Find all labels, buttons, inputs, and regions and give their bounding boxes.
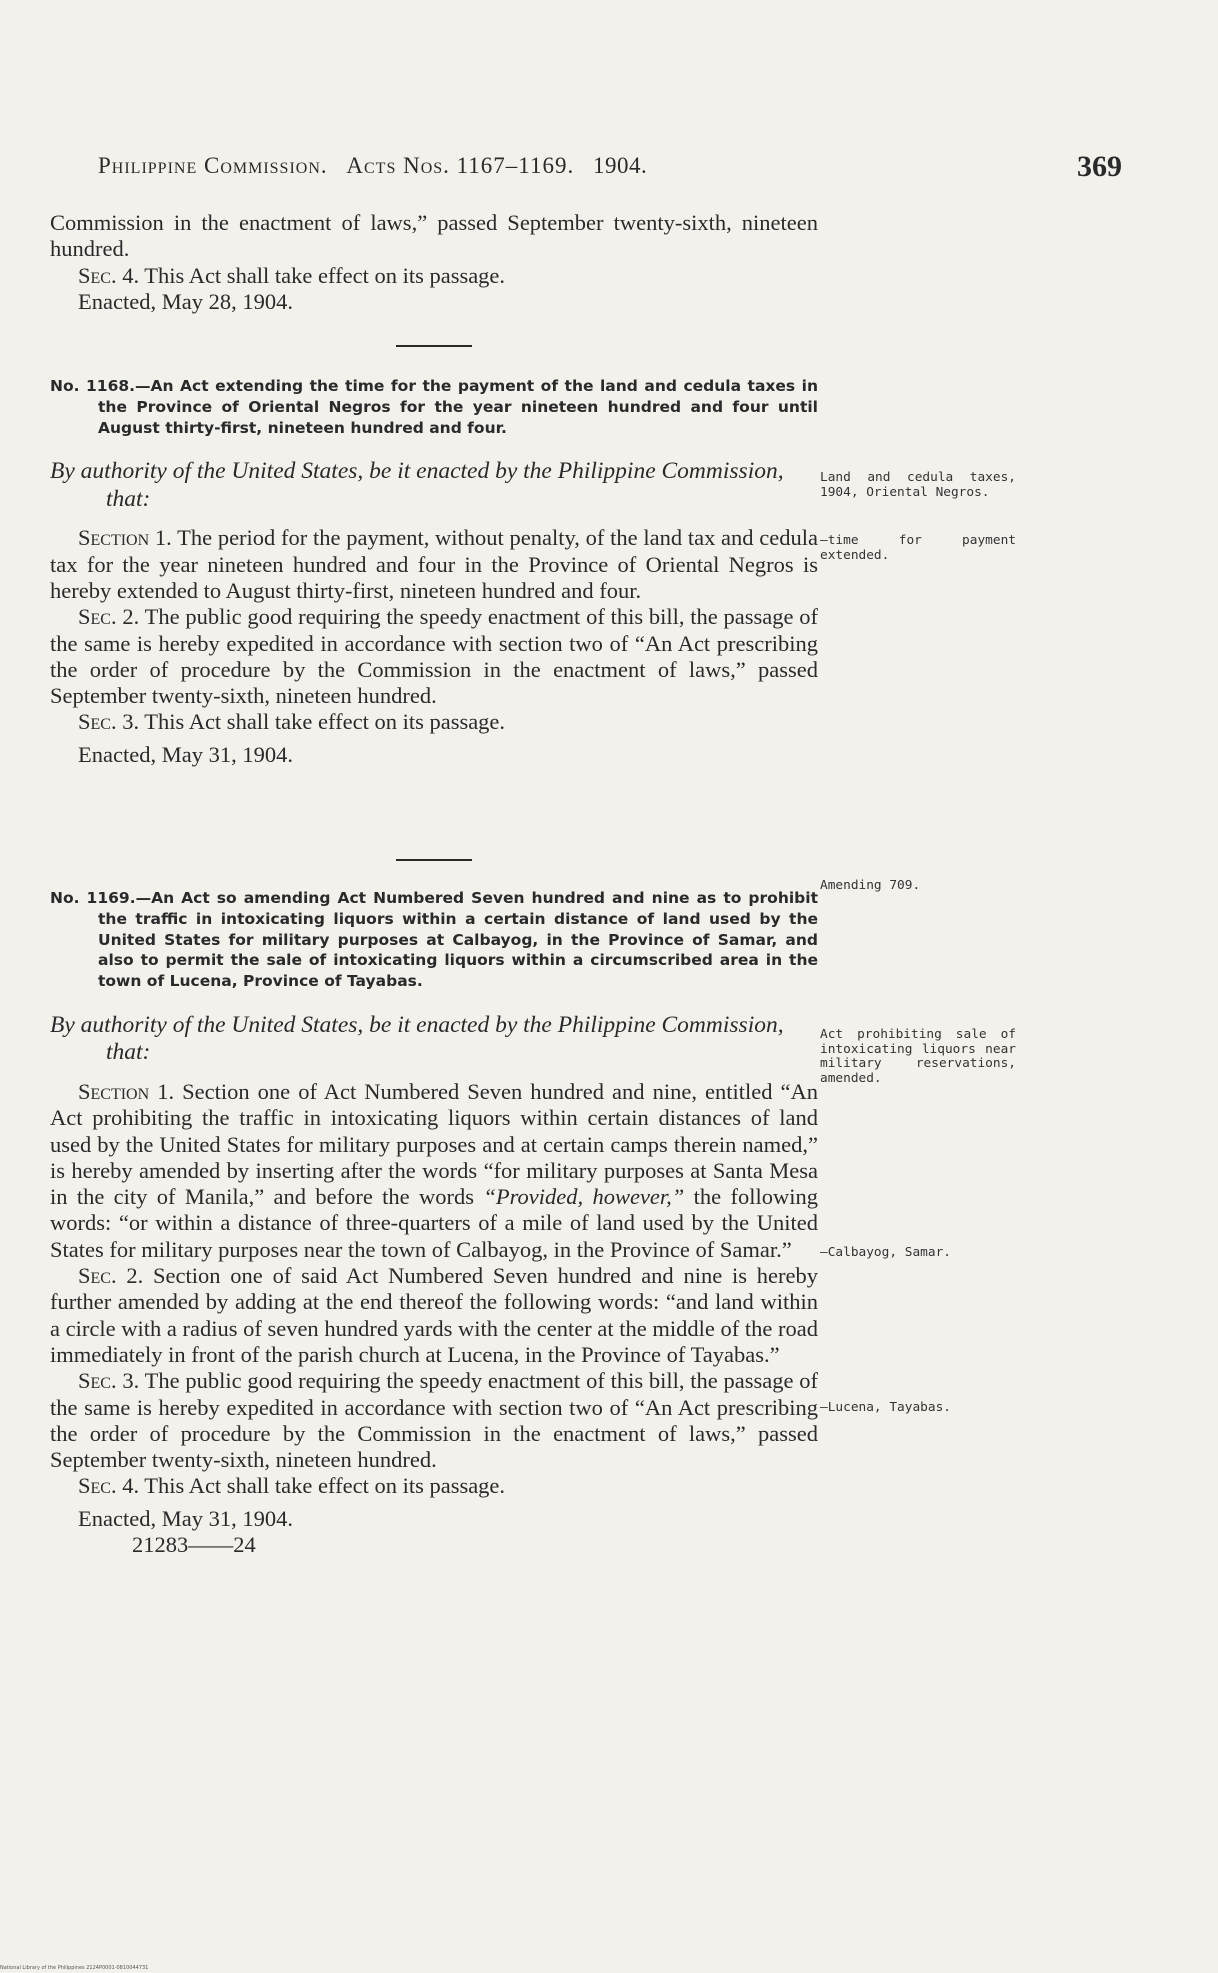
section-text: This Act shall take effect on its passage.: [139, 262, 506, 288]
margin-note: Amending 709.: [820, 878, 921, 893]
running-head: [98, 153, 1078, 179]
enacting-clause: By authority of the United States, be it enacted by the Philippine Commission, that:: [50, 1011, 784, 1066]
header-acts: Acts Nos. 1167–1169.: [346, 153, 575, 178]
section-text: This Act shall take effect on its passage.: [139, 1473, 506, 1499]
enacted-line: Enacted, May 31, 1904.: [78, 1505, 293, 1531]
header-title: Philippine Commission.: [98, 153, 328, 178]
printer-mark: 21283——24: [132, 1532, 256, 1558]
section-label: Sec. 2.: [78, 1263, 144, 1289]
enacting-clause: By authority of the United States, be it enacted by the Philippine Commission, that:: [50, 458, 784, 512]
enacted-line: Enacted, May 31, 1904.: [78, 741, 293, 767]
page-number: 369: [1077, 150, 1122, 183]
section-4: [50, 1473, 818, 1499]
section-1: [50, 525, 818, 604]
margin-note: Land and cedula taxes, 1904, Oriental Negros.: [820, 470, 1016, 500]
margin-note: —time for payment extended.: [820, 533, 1016, 563]
act-1168: [50, 376, 818, 768]
section-label: Sec. 4.: [78, 1473, 140, 1499]
margin-note: Act prohibiting sale of intoxicating liquors near military reservations, amended.: [820, 1027, 1016, 1086]
act-heading: No. 1168.—An Act extending the time for the payment of the land and cedula taxes in the Province of Oriental Negros for the year nineteen hundred and four until August thirty-first, nineteen hundred and four.: [50, 377, 818, 437]
section-text-italic: “Provided, however,”: [483, 1184, 685, 1210]
section-text: The public good requiring the speedy enactment of this bill, the passage of the same is hereby expedited in accordance with section two of “An Act prescribing the order of procedure by the Commission in the enactment of laws,” passed September twenty-sixth, nineteen hundred.: [50, 604, 818, 709]
enacted-line: Enacted, May 28, 1904.: [78, 288, 293, 314]
section-1: [50, 1079, 818, 1263]
section-2: [50, 1263, 818, 1368]
section-3: [50, 709, 818, 735]
section-text: The public good requiring the speedy enactment of this bill, the passage of the same is hereby expedited in accordance with section two of “An Act prescribing the order of procedure by the Commission in the enactment of laws,” passed September twenty-sixth, nineteen hundred.: [50, 1368, 818, 1473]
section-text: Section one of Act Numbered Seven hundred and nine, entitled “An Act prohibiting the traffic in intoxicating liquors within certain distances of land used by the United States for military purposes and at certain camps therein named,” is hereby amended by inserting after the words “for military purposes at Santa Mesa in the city of Manila,” and before the words: [50, 1078, 818, 1210]
section-text: Section one of said Act Numbered Seven hundred and nine is hereby further amended by adding at the end thereof the following words: “and land within a circle with a radius of seven hundred yards with the center at the middle of the road immediately in front of the parish church at Lucena, in the Province of Tayabas.”: [50, 1263, 818, 1367]
section-label: Sec. 3.: [78, 1368, 140, 1394]
section-label: Section 1.: [78, 525, 172, 551]
section-2: [50, 604, 818, 709]
section-text: The period for the payment, without penalty, of the land tax and cedula tax for the year nineteen hundred and four in the Province of Oriental Negros is hereby extended to August thirty-first, nineteen hundred and four.: [50, 525, 818, 603]
section-label: Sec. 2.: [78, 604, 140, 630]
act-heading: No. 1169.—An Act so amending Act Numbered Seven hundred and nine as to prohibit the traffic in intoxicating liquors within a certain distance of land used by the United States for military purposes at Calbayog, in the Province of Samar, and also to permit the sale of intoxicating liquors within a circumscribed area in the town of Lucena, Province of Tayabas.: [50, 889, 818, 991]
act-1167-end: [50, 210, 818, 315]
margin-note: —Lucena, Tayabas.: [820, 1400, 951, 1415]
section-label: Sec. 3.: [78, 709, 140, 735]
section-text: This Act shall take effect on its passage.: [139, 709, 506, 735]
section-divider: [396, 859, 472, 861]
paragraph: Commission in the enactment of laws,” passed September twenty-sixth, nineteen hundred.: [50, 210, 818, 262]
margin-note: —Calbayog, Samar.: [820, 1245, 951, 1260]
section-text: the following words: “or within a distance of three-quarters of a mile of land used by the United States for military purposes near the town of Calbayog, in the Province of Samar.”: [50, 1184, 818, 1262]
section-3: [50, 1368, 818, 1473]
section-label: Sec. 4.: [78, 262, 140, 288]
section-divider: [396, 345, 472, 347]
header-year: 1904.: [592, 153, 648, 178]
section-4: [50, 263, 818, 289]
section-label: Section 1.: [78, 1078, 175, 1104]
scan-credit: National Library of the Philippines 2124P0001-0810044731: [0, 1965, 149, 1971]
act-1169: [50, 888, 818, 1558]
